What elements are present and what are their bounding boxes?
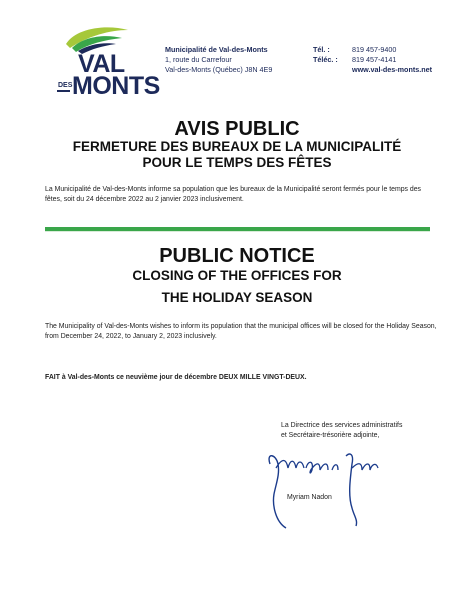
address-line-2: Val-des-Monts (Québec) J8N 4E9: [165, 65, 273, 74]
en-subtitle-line-2: THE HOLIDAY SEASON: [161, 290, 313, 305]
fr-subtitle-line-1: FERMETURE DES BUREAUX DE LA MUNICIPALITÉ: [72, 139, 402, 154]
header-address: [165, 45, 272, 75]
address-line-1: 1, route du Carrefour: [165, 55, 232, 64]
fr-title: AVIS PUBLIC: [174, 118, 300, 140]
signatory-title: [281, 421, 402, 441]
en-title: PUBLIC NOTICE: [159, 245, 315, 267]
website-link[interactable]: www.val-des-monts.net: [352, 65, 433, 74]
signatory-title-line-2: et Secrétaire-trésorière adjointe,: [281, 432, 380, 439]
signatory-title-line-1: La Directrice des services administratifs: [281, 422, 403, 429]
fr-body: La Municipalité de Val-des-Monts informe sa population que les bureaux de la Municipalité seront fermés pour le temps des fêtes, soit du 24 décembre 2022 au 2 janvier 2023 inclusivement.: [45, 186, 421, 203]
fax-number: 819 457-4141: [352, 55, 397, 64]
val-des-monts-logo: [54, 24, 160, 100]
logo-val-text: VAL: [78, 50, 125, 78]
header-contact-labels: [313, 45, 338, 65]
logo-des-text: DES: [58, 82, 73, 89]
logo-monts-text: MONTS: [72, 72, 160, 100]
fr-subtitle-line-2: POUR LE TEMPS DES FÊTES: [142, 155, 332, 170]
fax-label: Téléc. :: [313, 55, 338, 64]
section-divider-shadow: [45, 231, 430, 232]
en-subtitle-line-1: CLOSING OF THE OFFICES FOR: [132, 268, 342, 283]
tel-number: 819 457-9400: [352, 45, 397, 54]
en-body: The Municipality of Val-des-Monts wishes to inform its population that the municipal offices will be closed for the Holiday Season, from December 24, 2022, to January 2, 2023 inclusively.: [45, 323, 437, 340]
header-contact-values: [352, 45, 432, 75]
handwritten-signature: [262, 450, 382, 530]
municipality-name: Municipalité de Val-des-Monts: [165, 45, 268, 54]
signatory-name: Myriam Nadon: [287, 494, 332, 501]
tel-label: Tél. :: [313, 45, 330, 54]
logo-rule: [57, 90, 70, 92]
fait-statement: FAIT à Val-des-Monts ce neuvième jour de décembre DEUX MILLE VINGT-DEUX.: [45, 374, 307, 381]
